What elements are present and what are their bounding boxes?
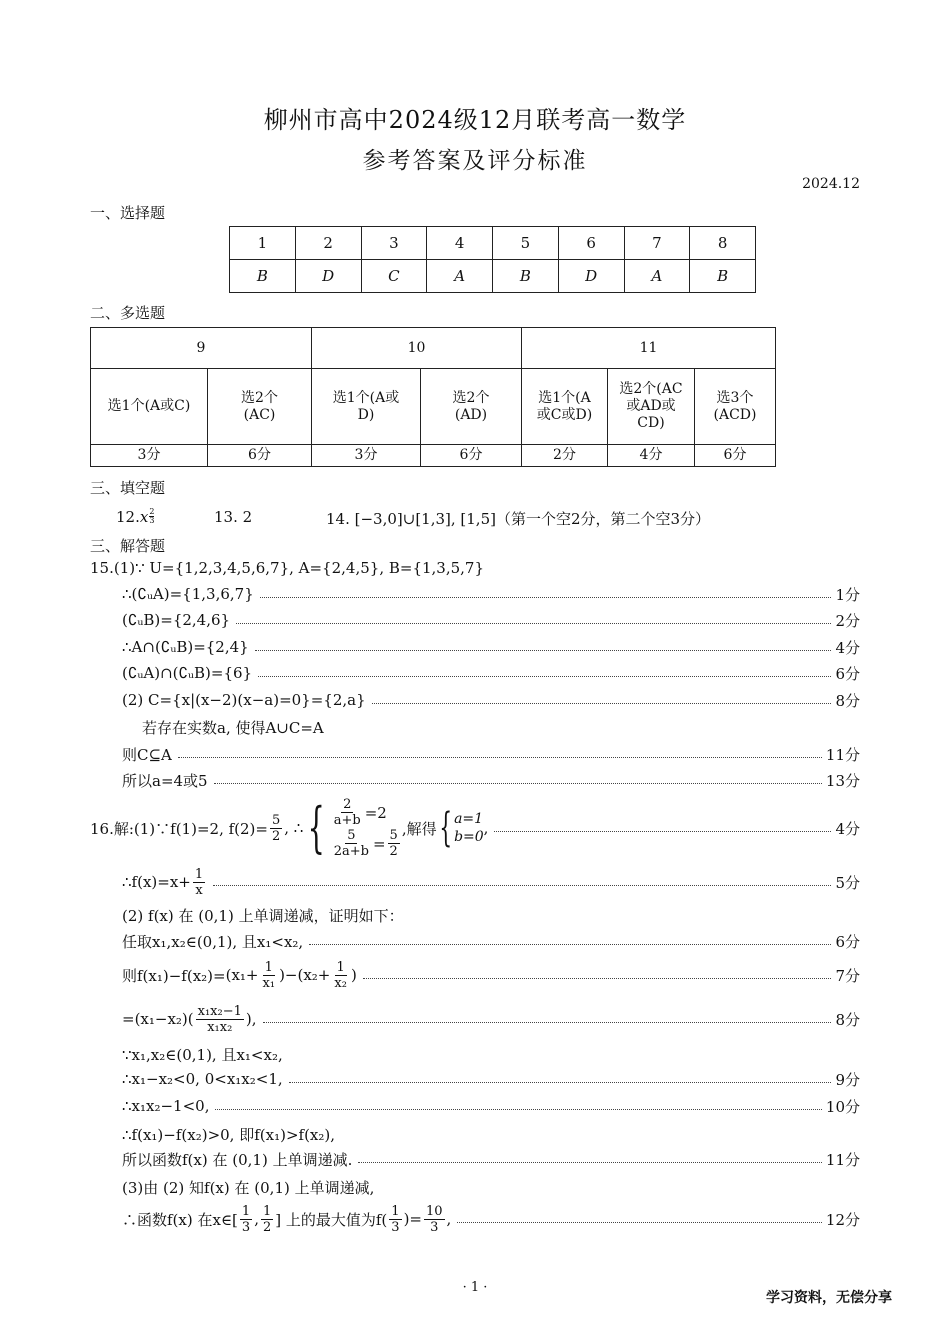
- q16-text: )=: [403, 1210, 422, 1228]
- page-title: 柳州市高中2024级12月联考高一数学: [263, 106, 687, 134]
- frac-num: 1: [336, 959, 345, 975]
- answer-q14: 14. [−3,0]∪[1,3], [1,5]（第一个空2分，第二个空3分）: [326, 510, 711, 528]
- q16-text: 所以函数f(x) 在 (0,1) 上单调递减.: [122, 1150, 353, 1169]
- q16-line-9: [122, 1094, 860, 1118]
- frac-num: 1: [262, 1203, 272, 1219]
- q16-line-4: [122, 929, 860, 953]
- q16-text: ∴函数f(x) 在x∈[: [122, 1210, 238, 1229]
- q12-exp-den: 3: [149, 516, 155, 525]
- q16-text: ,解得: [401, 819, 437, 838]
- q16-text: ),: [245, 1010, 257, 1028]
- q16-line-1: [90, 796, 860, 859]
- q16-line-6: [122, 1000, 860, 1038]
- option-text: 选1个(A或D): [332, 389, 400, 423]
- page-subtitle: 参考答案及评分标准: [362, 148, 588, 174]
- score-label: 6分: [835, 932, 860, 951]
- q16-line-7: ∵x₁,x₂∈(0,1), 且x₁<x₂,: [122, 1046, 283, 1064]
- footer-note: 学习资料，无偿分享: [766, 1290, 892, 1306]
- q15-line-text: 若存在实数a, 使得A∪C=A: [142, 719, 324, 737]
- solution-a: a=1: [454, 811, 484, 827]
- dotted-leader: [258, 676, 831, 677]
- frac-den: x₁: [262, 975, 276, 991]
- dotted-leader: [289, 1082, 832, 1083]
- choice-answer-table: [229, 226, 756, 293]
- q15-line-text: (∁ᵤB)={2,4,6}: [122, 611, 231, 629]
- q16-line-12: (3)由 (2) 知f(x) 在 (0,1) 上单调递减,: [122, 1179, 375, 1197]
- table-row-answers: [230, 260, 756, 293]
- table-cell: 6分: [208, 445, 312, 467]
- section-multi-heading: 二、多选题: [90, 304, 166, 322]
- score-label: 9分: [835, 1070, 860, 1089]
- dotted-leader: [363, 978, 832, 979]
- table-cell: 4: [427, 227, 493, 260]
- multi-choice-table: [90, 327, 776, 467]
- dotted-leader: [260, 597, 832, 598]
- equation-system: [330, 797, 402, 859]
- score-label: 5分: [835, 873, 860, 892]
- dotted-leader: [215, 1109, 821, 1110]
- option-text: 选2个(AD): [452, 389, 490, 423]
- solution-system: [454, 810, 484, 846]
- frac-num: 1: [264, 959, 273, 975]
- fraction: [388, 828, 400, 859]
- left-brace-icon: {: [438, 805, 452, 851]
- q16-text: =(x₁−x₂)(: [122, 1010, 194, 1028]
- frac-num: 1: [241, 1203, 251, 1219]
- q16-line-5: [122, 956, 860, 994]
- table-cell: 3分: [312, 445, 421, 467]
- frac-den: 2a+b: [333, 844, 369, 859]
- solution-b: b=0: [454, 829, 484, 845]
- left-brace-icon: {: [307, 796, 326, 859]
- dotted-leader: [309, 944, 831, 945]
- score-label: 11分: [825, 1150, 860, 1169]
- answer-q12: [116, 508, 154, 526]
- table-cell: 7: [624, 227, 690, 260]
- score-label: 6分: [835, 664, 860, 683]
- q16-text: ,: [483, 819, 489, 837]
- frac-den: 3: [241, 1219, 251, 1235]
- dotted-leader: [214, 783, 822, 784]
- equation: [330, 828, 402, 859]
- option-text: 选3个(ACD): [713, 389, 757, 423]
- section-fill-heading: 三、填空题: [90, 479, 166, 497]
- dotted-leader: [494, 831, 831, 832]
- q16-text: , ∴: [284, 819, 304, 837]
- q16-text: ∴x₁x₂−1<0,: [122, 1097, 210, 1115]
- frac-den: 2: [262, 1219, 272, 1235]
- dotted-leader: [236, 623, 831, 624]
- dotted-leader: [457, 1222, 822, 1223]
- table-cell: B: [690, 260, 756, 293]
- frac-den: 2: [271, 828, 281, 844]
- table-cell: 10: [312, 328, 522, 369]
- fraction: [389, 1204, 401, 1235]
- table-cell: [421, 369, 522, 445]
- fraction: [193, 867, 205, 898]
- table-cell: 2分: [522, 445, 608, 467]
- q16-text: ∴f(x)=x+: [122, 873, 191, 891]
- equation: [330, 797, 402, 828]
- score-label: 8分: [835, 691, 860, 710]
- fraction: [261, 960, 278, 991]
- fraction: [196, 1004, 244, 1035]
- table-cell: D: [295, 260, 361, 293]
- q12-exponent: [149, 508, 154, 525]
- q16-text: 任取x₁,x₂∈(0,1), 且x₁<x₂,: [122, 932, 304, 951]
- q16-text: ∴x₁−x₂<0, 0<x₁x₂<1,: [122, 1070, 283, 1088]
- frac-num: 5: [347, 828, 356, 843]
- score-label: 12分: [825, 1210, 860, 1229]
- frac-den: 3: [391, 1219, 400, 1235]
- frac-den: x₂: [334, 975, 347, 991]
- q12-exp-num: 2: [149, 507, 155, 516]
- table-cell: [608, 369, 695, 445]
- frac-num: 2: [343, 797, 352, 812]
- score-label: 4分: [835, 819, 860, 838]
- q16-text: 16.解:(1)∵f(1)=2, f(2)=: [90, 819, 268, 838]
- q15-line: [122, 742, 860, 766]
- frac-num: x₁x₂−1: [197, 1003, 242, 1019]
- fraction: [332, 828, 371, 859]
- frac-num: 10: [425, 1203, 443, 1219]
- score-label: 7分: [835, 966, 860, 985]
- q16-text: ,: [446, 1210, 452, 1228]
- q15-line-text: (∁ᵤA)∩(∁ᵤB)={6}: [122, 664, 253, 682]
- frac-num: 1: [391, 1203, 400, 1219]
- q16-text: ,: [254, 1210, 259, 1228]
- table-cell: 8: [690, 227, 756, 260]
- table-cell: B: [230, 260, 296, 293]
- table-cell: D: [558, 260, 624, 293]
- frac-den: 2: [389, 844, 398, 859]
- fraction: [261, 1204, 273, 1235]
- section-choice-heading: 一、选择题: [90, 204, 166, 222]
- fraction: [332, 960, 349, 991]
- dotted-leader: [255, 650, 832, 651]
- q12-base: x: [139, 508, 149, 526]
- table-cell: [695, 369, 776, 445]
- table-cell: A: [427, 260, 493, 293]
- table-cell: 1: [230, 227, 296, 260]
- option-text: 选2个(AC或AD或CD): [619, 381, 683, 431]
- frac-num: 1: [194, 866, 204, 882]
- q15-line-text: ∴(∁ᵤA)={1,3,6,7}: [122, 585, 254, 603]
- q16-text: )−(x₂+: [279, 966, 331, 984]
- q15-line: [122, 768, 860, 792]
- table-cell: 6分: [421, 445, 522, 467]
- q16-text: 则f(x₁)−f(x₂)=: [122, 966, 226, 985]
- date-label: 2024.12: [802, 176, 860, 192]
- score-label: 2分: [835, 611, 860, 630]
- q15-line-text: 所以a=4或5: [122, 771, 208, 790]
- option-text: 选1个(A或C或D): [536, 389, 593, 423]
- score-label: 8分: [835, 1010, 860, 1029]
- table-cell: 11: [522, 328, 776, 369]
- table-cell: 5: [493, 227, 559, 260]
- frac-den: x₁x₂: [207, 1019, 233, 1035]
- table-cell: 2: [295, 227, 361, 260]
- table-cell: 6分: [695, 445, 776, 467]
- q15-intro: 15.(1)∵ U={1,2,3,4,5,6,7}, A={2,4,5}, B={1,3,5,7}: [90, 559, 485, 577]
- q16-line-11: [122, 1147, 860, 1171]
- fraction: [240, 1204, 252, 1235]
- q15-line: [122, 661, 860, 685]
- answer-q13: 13. 2: [214, 508, 253, 526]
- table-cell: 4分: [608, 445, 695, 467]
- q16-line-13: [122, 1199, 860, 1239]
- table-row-questions: [91, 328, 776, 369]
- q12-label: 12.: [116, 508, 140, 526]
- q16-text: ): [350, 966, 357, 984]
- q16-line-8: [122, 1067, 860, 1091]
- frac-den: a+b: [333, 813, 361, 828]
- score-label: 4分: [835, 638, 860, 657]
- table-cell: 3: [361, 227, 427, 260]
- eq-sign: =: [372, 834, 386, 853]
- table-cell: C: [361, 260, 427, 293]
- score-label: 1分: [835, 585, 860, 604]
- table-cell: 9: [91, 328, 312, 369]
- table-row-options: [91, 369, 776, 445]
- score-label: 13分: [825, 771, 860, 790]
- frac-den: x: [195, 882, 203, 898]
- table-cell: B: [493, 260, 559, 293]
- table-cell: [91, 369, 208, 445]
- dotted-leader: [358, 1162, 822, 1163]
- fraction: [270, 813, 282, 844]
- q15-line: [122, 688, 860, 712]
- frac-num: 5: [271, 812, 281, 828]
- dotted-leader: [213, 885, 831, 886]
- score-label: 11分: [825, 745, 860, 764]
- option-text: 选1个(A或C): [107, 398, 191, 414]
- eq-rhs: =2: [364, 803, 387, 822]
- fraction: [332, 797, 363, 828]
- dotted-leader: [178, 757, 822, 758]
- table-cell: [312, 369, 421, 445]
- fraction: [424, 1204, 445, 1235]
- dotted-leader: [263, 1022, 832, 1023]
- score-label: 10分: [825, 1097, 860, 1116]
- q16-text: (x₁+: [225, 966, 259, 984]
- table-cell: 6: [558, 227, 624, 260]
- q15-line-text: ∴A∩(∁ᵤB)={2,4}: [122, 638, 249, 656]
- q16-line-10: ∴f(x₁)−f(x₂)>0, 即f(x₁)>f(x₂),: [122, 1126, 336, 1144]
- option-text: 选2个(AC): [241, 389, 278, 423]
- table-cell: 3分: [91, 445, 208, 467]
- q16-line-3: (2) f(x) 在 (0,1) 上单调递减，证明如下：: [122, 907, 404, 925]
- q15-line: [122, 608, 860, 632]
- table-cell: [522, 369, 608, 445]
- section-solution-heading: 三、解答题: [90, 537, 166, 555]
- dotted-leader: [372, 703, 832, 704]
- q16-text: ] 上的最大值为f(: [275, 1210, 388, 1229]
- frac-den: 3: [430, 1219, 439, 1235]
- q15-line-text: (2) C={x|(x−2)(x−a)=0}={2,a}: [122, 691, 366, 709]
- frac-num: 5: [389, 828, 398, 843]
- q15-line: [122, 582, 860, 606]
- page-number: · 1 ·: [462, 1280, 488, 1295]
- q15-line-text: 则C⊆A: [122, 745, 172, 764]
- q15-line: [122, 635, 860, 659]
- table-row-scores: [91, 445, 776, 467]
- table-row-numbers: [230, 227, 756, 260]
- q16-line-2: [122, 864, 860, 900]
- table-cell: A: [624, 260, 690, 293]
- table-cell: [208, 369, 312, 445]
